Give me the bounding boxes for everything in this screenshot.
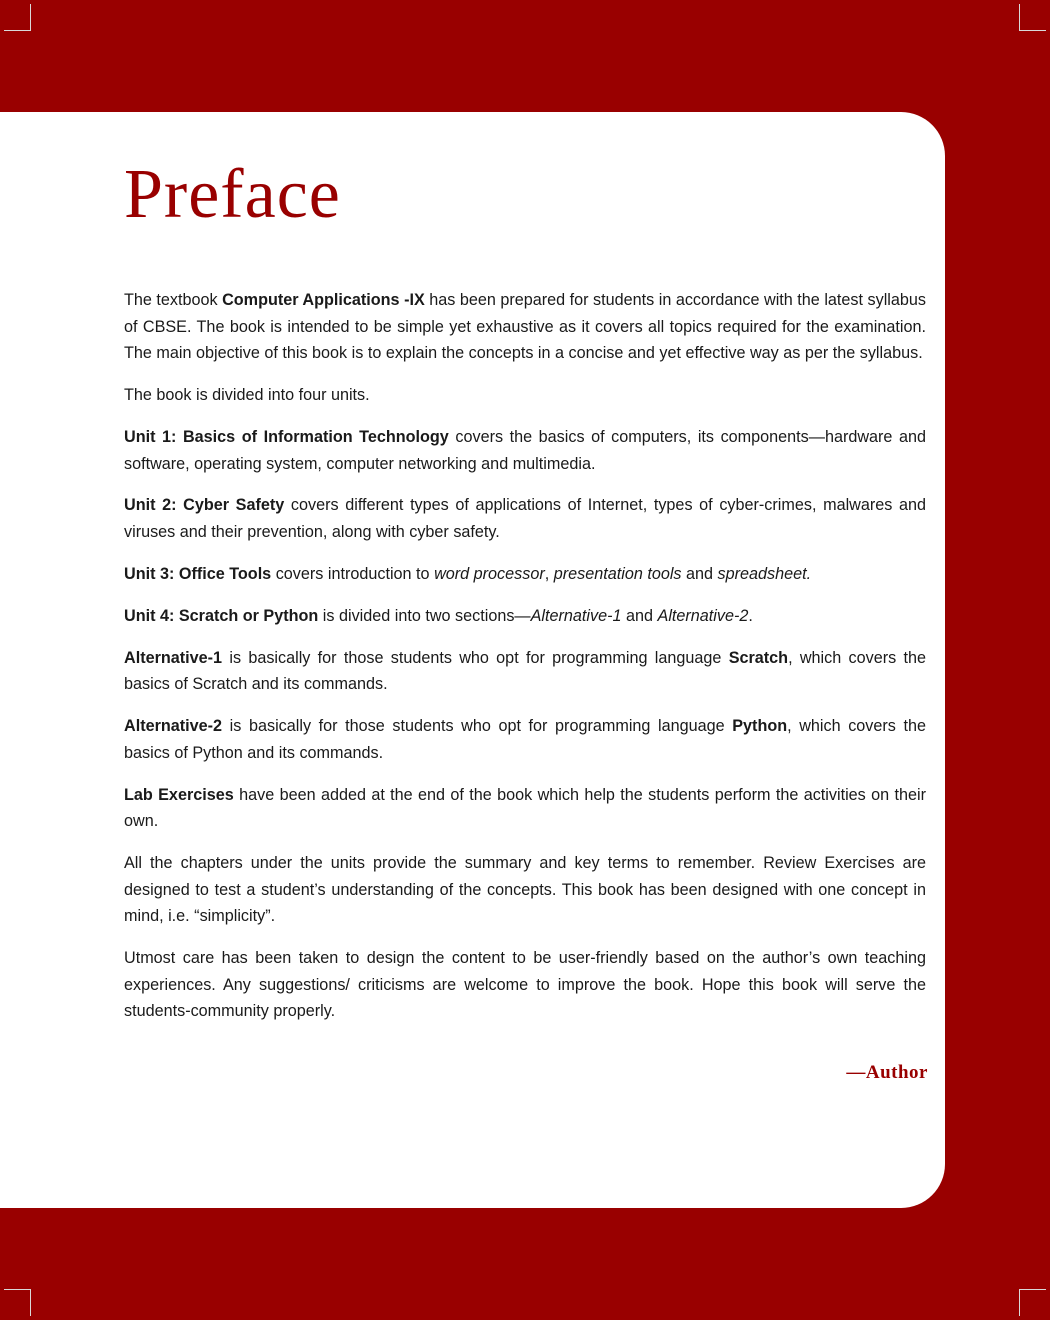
units-paragraph: The book is divided into four units. bbox=[124, 386, 370, 405]
alternative-1-paragraph bbox=[124, 645, 926, 698]
unit-1-label: Unit 1: Basics of Information Technology bbox=[124, 427, 449, 446]
chapters-paragraph: All the chapters under the units provide the summary and key terms to remember. Review Exercises are designed to test a student’s understanding of the concepts. This book has been designed with one concept in mind, i.e. “simplicity”. bbox=[124, 854, 926, 926]
crop-mark-bottom-left bbox=[4, 1289, 31, 1316]
unit-3-text: covers introduction to bbox=[271, 564, 435, 583]
unit-2-label: Unit 2: Cyber Safety bbox=[124, 496, 285, 515]
unit-3-word-processor: word processor bbox=[434, 564, 545, 583]
alternative-1-language: Scratch bbox=[728, 648, 789, 667]
intro-text-start: The textbook bbox=[124, 291, 223, 309]
alternative-1-label: Alternative-1 bbox=[124, 648, 223, 667]
unit-3-presentation-tools: presentation tools bbox=[553, 564, 682, 583]
intro-text-end: has been prepared for students in accordance with the latest syllabus of CBSE. The book is intended to be simple yet exhaustive as it covers all topics required for the examination. The main objective of this book is to explain the concepts in a concise and yet effective way as per the syllabus. bbox=[124, 291, 926, 363]
author-signature: —Author bbox=[846, 1062, 928, 1083]
unit-3-paragraph bbox=[124, 561, 926, 588]
unit-1-paragraph bbox=[124, 424, 926, 477]
unit-4-period: . bbox=[748, 606, 753, 625]
unit-3-spreadsheet: spreadsheet. bbox=[717, 564, 812, 583]
care-paragraph: Utmost care has been taken to design the content to be user-friendly based on the author’s own teaching experiences. Any suggestions/ criticisms are welcome to improve the book. Hope this book will serve the students-community properly. bbox=[124, 949, 926, 1021]
lab-exercises-paragraph bbox=[124, 782, 926, 835]
unit-3-and: and bbox=[681, 564, 718, 583]
alternative-2-label: Alternative-2 bbox=[124, 717, 223, 736]
alternative-1-text-end: , which covers the basics of Scratch and its commands. bbox=[124, 648, 926, 694]
lab-exercises-label: Lab Exercises bbox=[124, 785, 234, 804]
crop-mark-bottom-right bbox=[1019, 1289, 1046, 1316]
book-title: Computer Applications -IX bbox=[222, 291, 425, 309]
unit-1-text: covers the basics of computers, its components—hardware and software, operating system, computer networking and multimedia. bbox=[124, 427, 926, 473]
unit-3-label: Unit 3: Office Tools bbox=[124, 564, 272, 583]
unit-3-separator: , bbox=[544, 564, 554, 583]
lab-exercises-text: have been added at the end of the book which help the students perform the activities on their own. bbox=[124, 785, 926, 831]
unit-4-paragraph bbox=[124, 603, 926, 630]
unit-2-paragraph bbox=[124, 492, 926, 545]
unit-4-text: is divided into two sections— bbox=[318, 606, 531, 625]
alternative-2-language: Python bbox=[732, 717, 788, 736]
unit-4-alternative-1: Alternative-1 bbox=[530, 606, 622, 625]
unit-2-text: covers different types of applications of Internet, types of cyber-crimes, malwares and viruses and their prevention, along with cyber safety. bbox=[124, 496, 927, 542]
crop-mark-top-left bbox=[4, 4, 31, 31]
unit-4-alternative-2: Alternative-2 bbox=[657, 606, 749, 625]
alternative-2-text: is basically for those students who opt for programming language bbox=[222, 717, 733, 736]
alternative-2-paragraph bbox=[124, 713, 926, 766]
page-title: Preface bbox=[124, 156, 341, 233]
alternative-1-text: is basically for those students who opt for programming language bbox=[222, 648, 729, 667]
preface-body bbox=[124, 287, 926, 1040]
crop-mark-top-right bbox=[1019, 4, 1046, 31]
unit-4-label: Unit 4: Scratch or Python bbox=[124, 606, 319, 625]
unit-4-and: and bbox=[621, 606, 658, 625]
alternative-2-text-end: , which covers the basics of Python and its commands. bbox=[124, 717, 926, 762]
intro-paragraph bbox=[124, 287, 926, 367]
